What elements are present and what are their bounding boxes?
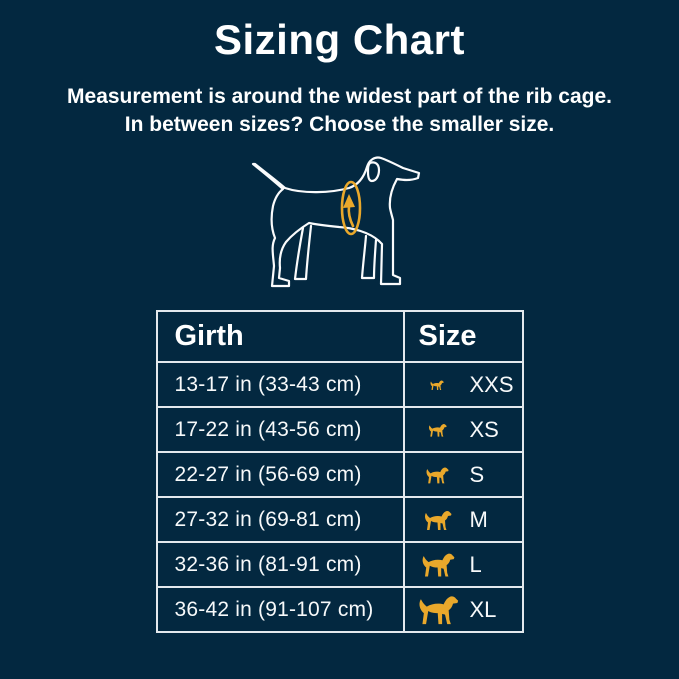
page-title: Sizing Chart xyxy=(213,16,465,63)
table-row-l xyxy=(157,542,523,587)
girth-value: 36-42 in (91-107 cm) xyxy=(157,587,404,632)
sizing-table xyxy=(156,310,524,633)
dog-icon-m xyxy=(422,508,452,532)
table-row-xl xyxy=(157,587,523,632)
size-column-header: Size xyxy=(404,311,523,362)
table-row-s xyxy=(157,452,523,497)
girth-value: 32-36 in (81-91 cm) xyxy=(157,542,404,587)
subtitle-line-1: Measurement is around the widest part of the rib cage. xyxy=(67,84,612,108)
table-row-xxs xyxy=(157,362,523,407)
size-value: XL xyxy=(469,596,497,622)
subtitle-line-2: In between sizes? Choose the smaller size. xyxy=(124,112,555,136)
subtitle xyxy=(67,83,612,139)
dog-body-outline xyxy=(253,158,419,287)
girth-value: 27-32 in (69-81 cm) xyxy=(157,497,404,542)
dog-ear xyxy=(368,163,379,182)
dog-icon-l xyxy=(419,550,455,579)
dog-far-front-leg xyxy=(362,236,376,278)
dog-icon-xxs xyxy=(429,379,444,391)
table-header-row xyxy=(157,311,523,362)
girth-arrow-icon xyxy=(343,194,355,208)
girth-value: 13-17 in (33-43 cm) xyxy=(157,362,404,407)
size-value: L xyxy=(469,551,482,577)
dog-outline-illustration xyxy=(235,148,445,303)
dog-far-hind-leg xyxy=(295,226,311,279)
size-value: S xyxy=(469,461,485,487)
girth-measure-band xyxy=(342,182,360,234)
dog-icon-xl xyxy=(415,592,459,627)
size-value: XS xyxy=(469,416,499,442)
girth-value: 22-27 in (56-69 cm) xyxy=(157,452,404,497)
size-value: XXS xyxy=(469,371,514,397)
dog-icon-s xyxy=(424,465,449,485)
dog-icon-xs xyxy=(427,422,447,438)
dog-measurement-figure xyxy=(235,148,445,303)
girth-column-header: Girth xyxy=(157,311,404,362)
size-value: M xyxy=(469,506,488,532)
girth-value: 17-22 in (43-56 cm) xyxy=(157,407,404,452)
table-row-m xyxy=(157,497,523,542)
table-row-xs xyxy=(157,407,523,452)
